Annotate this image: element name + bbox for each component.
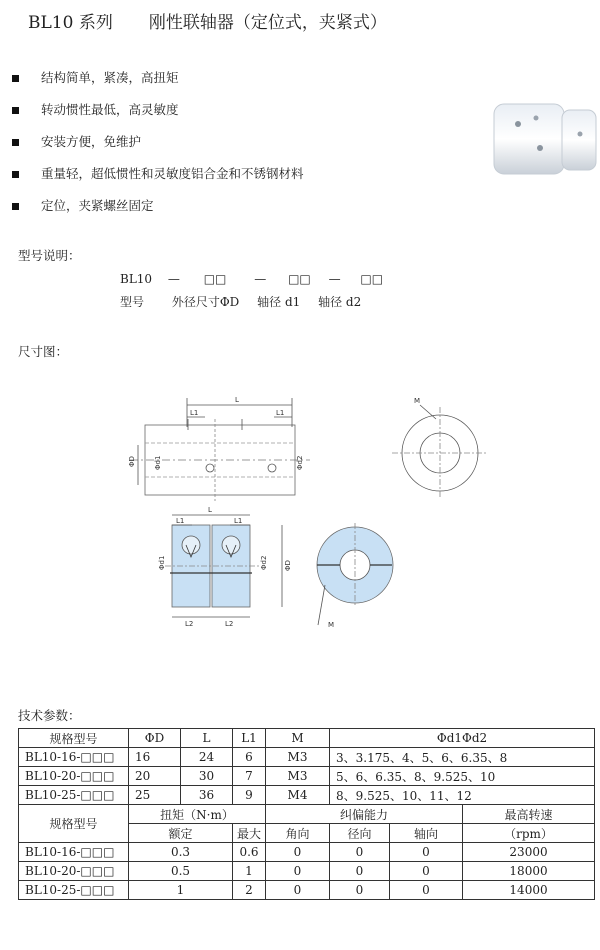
table-row: BL10-20-□□□ 20 30 7 M3 5、6、6.35、8、9.525、10 bbox=[19, 767, 595, 786]
page-title bbox=[28, 8, 387, 33]
dimension-heading: 尺寸图： bbox=[18, 344, 69, 359]
model-heading: 型号说明： bbox=[18, 248, 81, 263]
bullet-square-icon bbox=[12, 75, 19, 82]
dim-label-L2-right: L2 bbox=[225, 620, 234, 628]
dim-label-phid1-bottom: Φd1 bbox=[158, 555, 166, 570]
table-row: 规格型号 ΦD L L1 M Φd1Φd2 bbox=[19, 729, 595, 748]
dim-label-L2-left: L2 bbox=[185, 620, 194, 628]
table-row: 额定 最大 角向 径向 轴向 （rpm） bbox=[19, 824, 595, 843]
dim-label-L: L bbox=[235, 396, 239, 404]
dim-label-M-bottom: M bbox=[328, 621, 335, 629]
table-row: BL10-25-□□□ 1 2 0 0 0 14000 bbox=[19, 881, 595, 900]
model-label-line: 型号 外径尺寸ΦD 轴径 d1 轴径 d2 bbox=[120, 295, 362, 309]
product-name: 刚性联轴器（定位式，夹紧式） bbox=[148, 13, 387, 33]
feature-item: 重量轻，超低惯性和灵敏度铝合金和不锈钢材料 bbox=[12, 164, 304, 182]
feature-item: 安装方便，免维护 bbox=[12, 132, 141, 150]
bullet-square-icon bbox=[12, 203, 19, 210]
feature-item: 结构简单，紧凑，高扭矩 bbox=[12, 68, 179, 86]
tech-heading: 技术参数： bbox=[18, 708, 81, 723]
dim-label-phiD-bottom: ΦD bbox=[284, 560, 292, 571]
model-code-line: BL10 — □□ — □□ — □□ bbox=[120, 272, 384, 286]
bullet-square-icon bbox=[12, 171, 19, 178]
dim-label-phid1: Φd1 bbox=[154, 455, 162, 470]
dim-label-L1-bl: L1 bbox=[176, 517, 185, 525]
dim-label-L-bottom: L bbox=[208, 506, 212, 514]
dim-label-M-top: M bbox=[414, 397, 421, 405]
dim-label-phid2-bottom: Φd2 bbox=[260, 555, 268, 570]
spec-table bbox=[18, 728, 595, 900]
product-photo bbox=[488, 90, 600, 190]
feature-item: 转动惯性最低，高灵敏度 bbox=[12, 100, 179, 118]
table-row: BL10-25-□□□ 25 36 9 M4 8、9.525、10、11、12 bbox=[19, 786, 595, 805]
dim-label-phiD: ΦD bbox=[128, 456, 136, 467]
dim-label-L1-left: L1 bbox=[190, 409, 199, 417]
dim-label-phid2: Φd2 bbox=[296, 455, 304, 470]
feature-item: 定位，夹紧螺丝固定 bbox=[12, 196, 154, 214]
bullet-square-icon bbox=[12, 107, 19, 114]
table-row: BL10-16-□□□ 16 24 6 M3 3、3.175、4、5、6、6.35、8 bbox=[19, 748, 595, 767]
dim-label-L1-right: L1 bbox=[276, 409, 285, 417]
table-row: 规格型号 扭矩（N·m） 纠偏能力 最高转速 bbox=[19, 805, 595, 824]
series-name: BL10 系列 bbox=[28, 13, 113, 33]
table-row: BL10-20-□□□ 0.5 1 0 0 0 18000 bbox=[19, 862, 595, 881]
bullet-square-icon bbox=[12, 139, 19, 146]
dimension-drawing bbox=[130, 385, 520, 635]
table-row: BL10-16-□□□ 0.3 0.6 0 0 0 23000 bbox=[19, 843, 595, 862]
dim-label-L1-br: L1 bbox=[234, 517, 243, 525]
